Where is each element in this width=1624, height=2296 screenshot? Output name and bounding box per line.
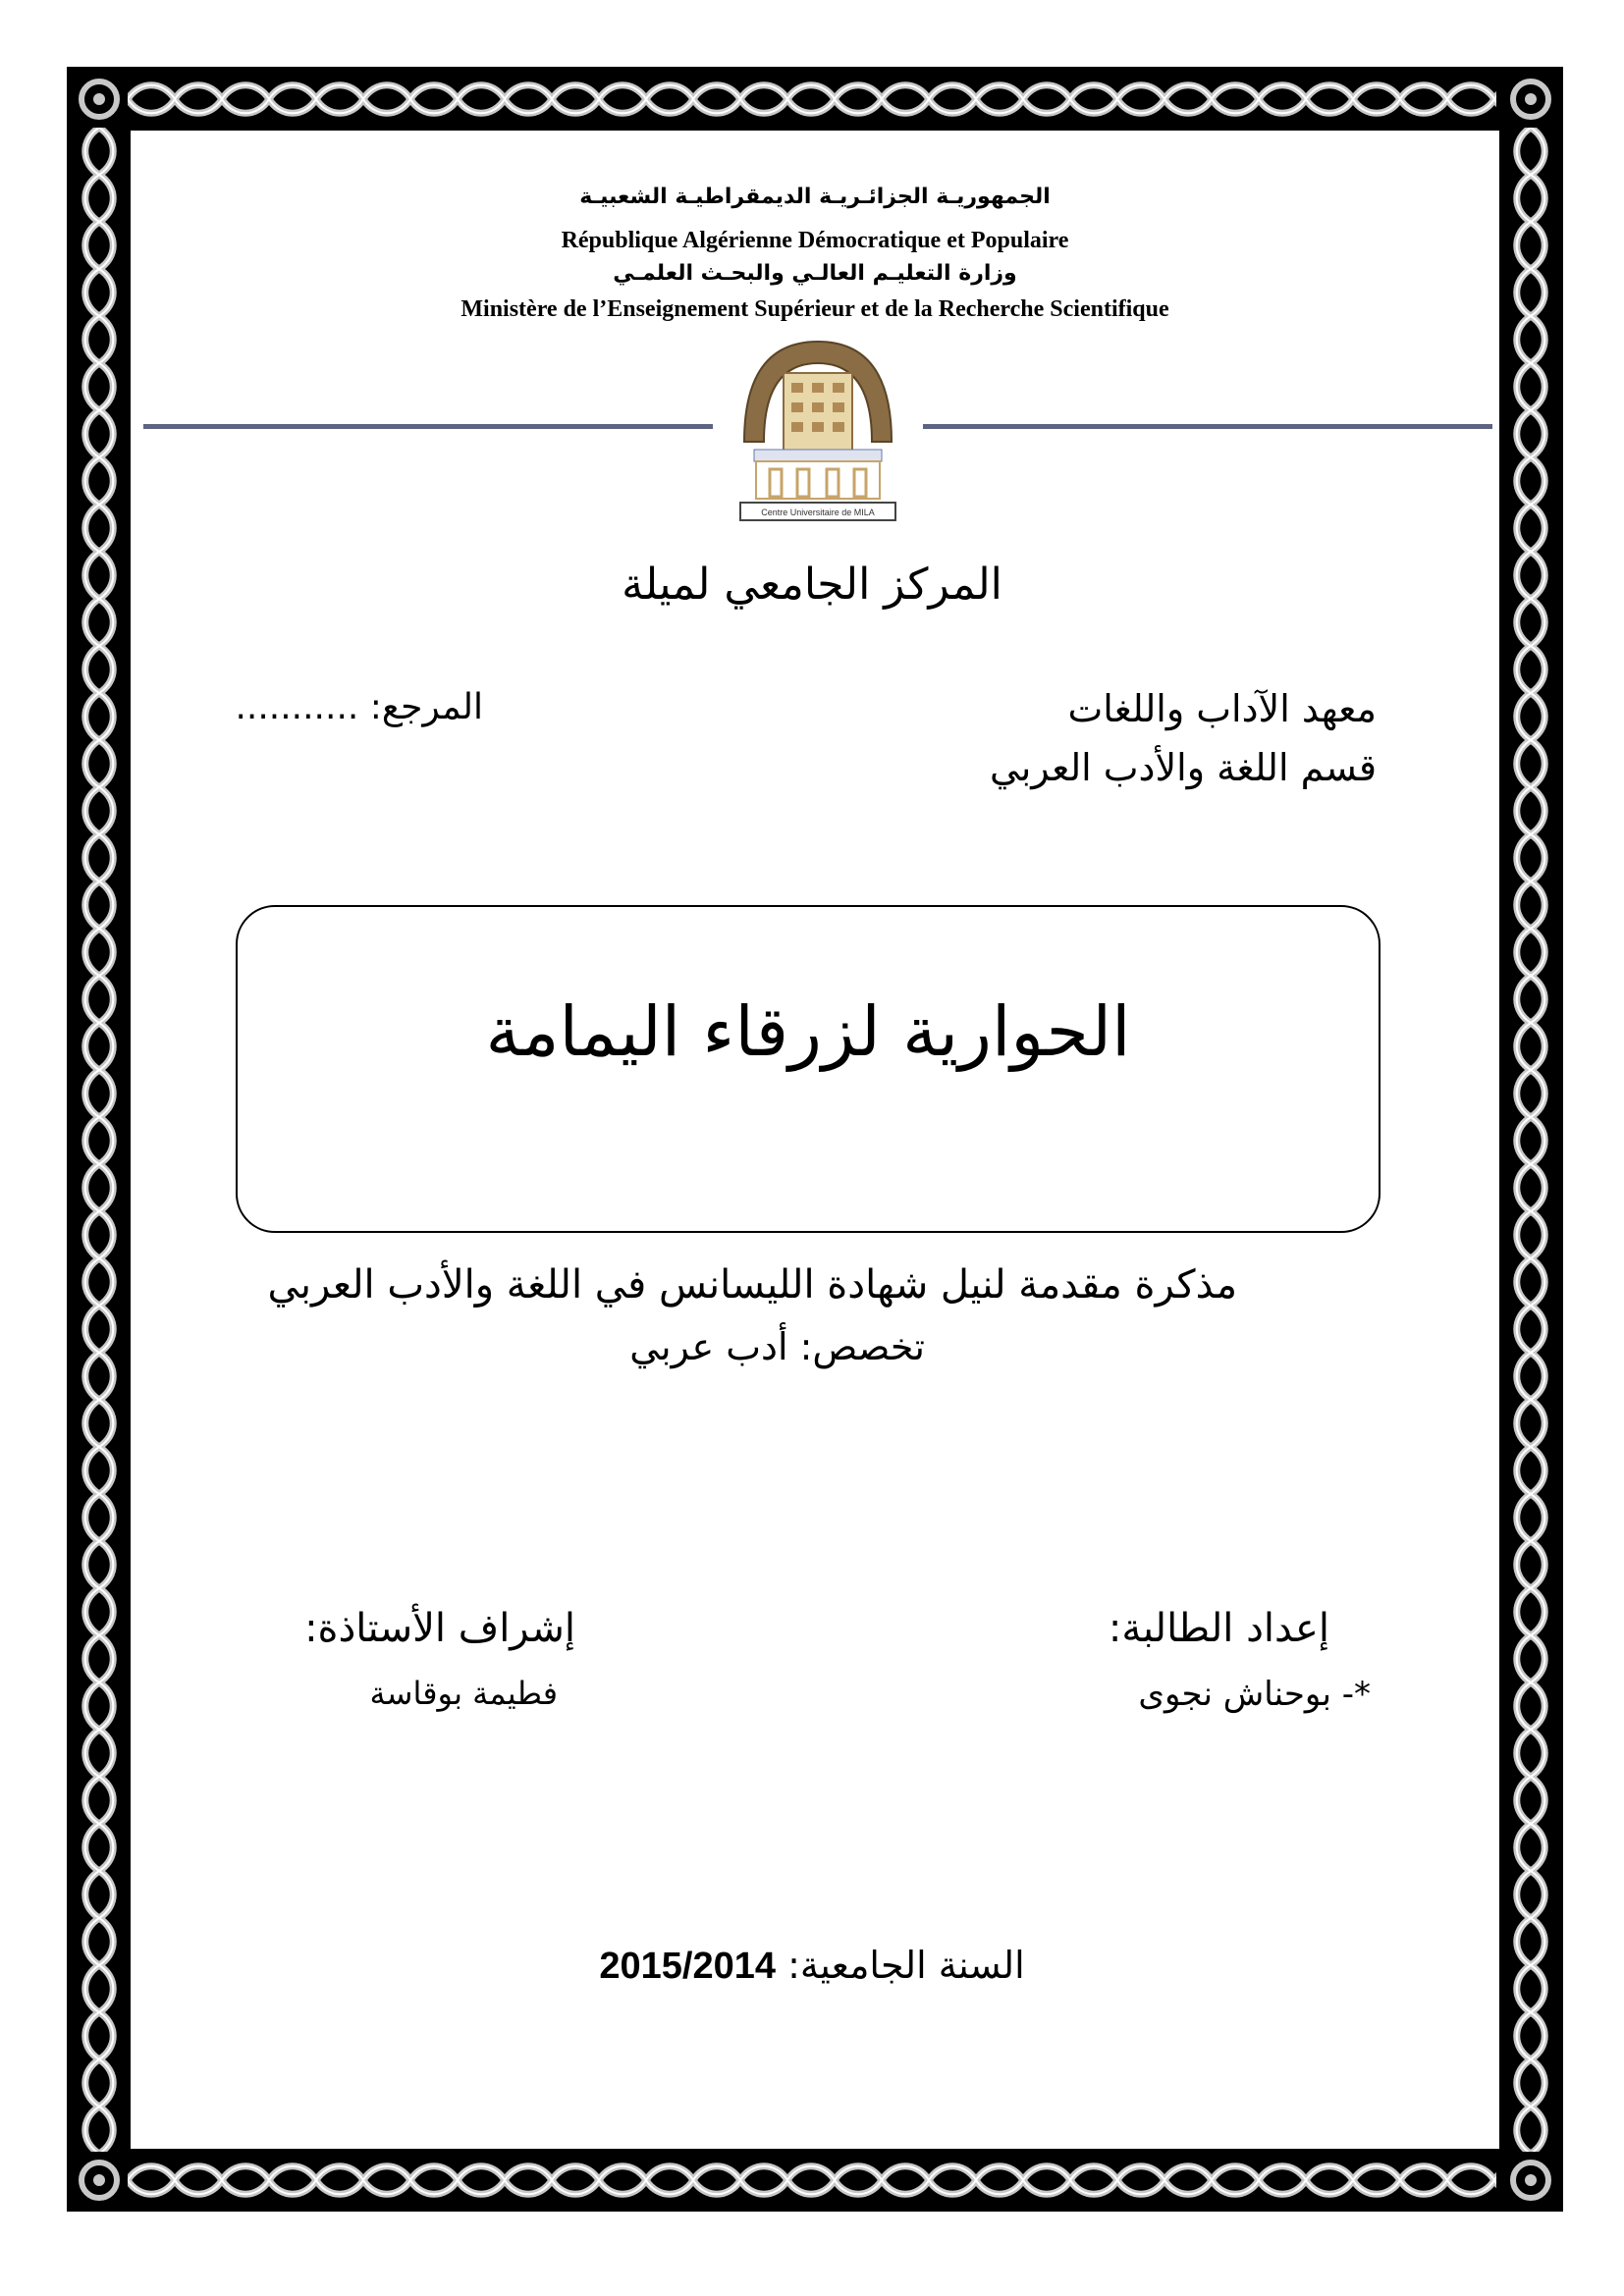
reference-field [235,687,483,727]
academic-year-value: 2015/2014 [599,1946,776,1987]
academic-year [0,1944,1624,1988]
corner-ornament-top-left [71,71,128,128]
border-ornament-left [71,128,128,2152]
reference-label: المرجع: [369,687,483,727]
corner-ornament-top-right [1502,71,1559,128]
corner-ornament-bottom-right [1502,2152,1559,2209]
supervisor-label: إشراف الأستاذة: [304,1606,575,1651]
student-entry [1138,1675,1371,1714]
department-name: قسم اللغة والأدب العربي [990,746,1377,789]
university-logo [734,334,901,524]
institute-name: معهد الآداب واللغات [1067,687,1377,730]
logo-caption: Centre Universitaire de MILA [761,507,875,517]
student-bullet: *- [1341,1675,1371,1714]
header-ministry-fr: Ministère de l’Enseignement Supérieur et de la Recherche Scientifique [460,296,1169,322]
border-ornament-right [1502,128,1559,2152]
header-republic-ar: الجمهوريـة الجزائـريـة الديمقراطيـة الشعبيـة [579,185,1051,209]
header-republic-fr: République Algérienne Démocratique et Populaire [561,228,1069,253]
border-ornament-bottom [128,2152,1496,2209]
academic-year-label: السنة الجامعية: [787,1944,1025,1987]
student-name: بوحناش نجوى [1138,1675,1331,1714]
institution-name: المركز الجامعي لميلة [622,560,1002,610]
header-ministry-ar: وزارة التعليـم العالـي والبحـث العلمـي [613,261,1017,286]
reference-value: ........... [235,687,359,727]
header-rule-right [923,424,1492,429]
border-ornament-top [128,71,1496,128]
degree-statement: مذكرة مقدمة لنيل شهادة الليسانس في اللغة والأدب العربي [267,1262,1237,1308]
header-rule-left [143,424,713,429]
thesis-title: الحوارية لزرقاء اليمامة [485,991,1131,1072]
thesis-title-box [236,905,1380,1233]
student-label: إعداد الطالبة: [1108,1606,1329,1651]
specialty-line: تخصص: أدب عربي [629,1325,925,1368]
supervisor-name: فطيمة بوقاسة [369,1675,558,1712]
corner-ornament-bottom-left [71,2152,128,2209]
